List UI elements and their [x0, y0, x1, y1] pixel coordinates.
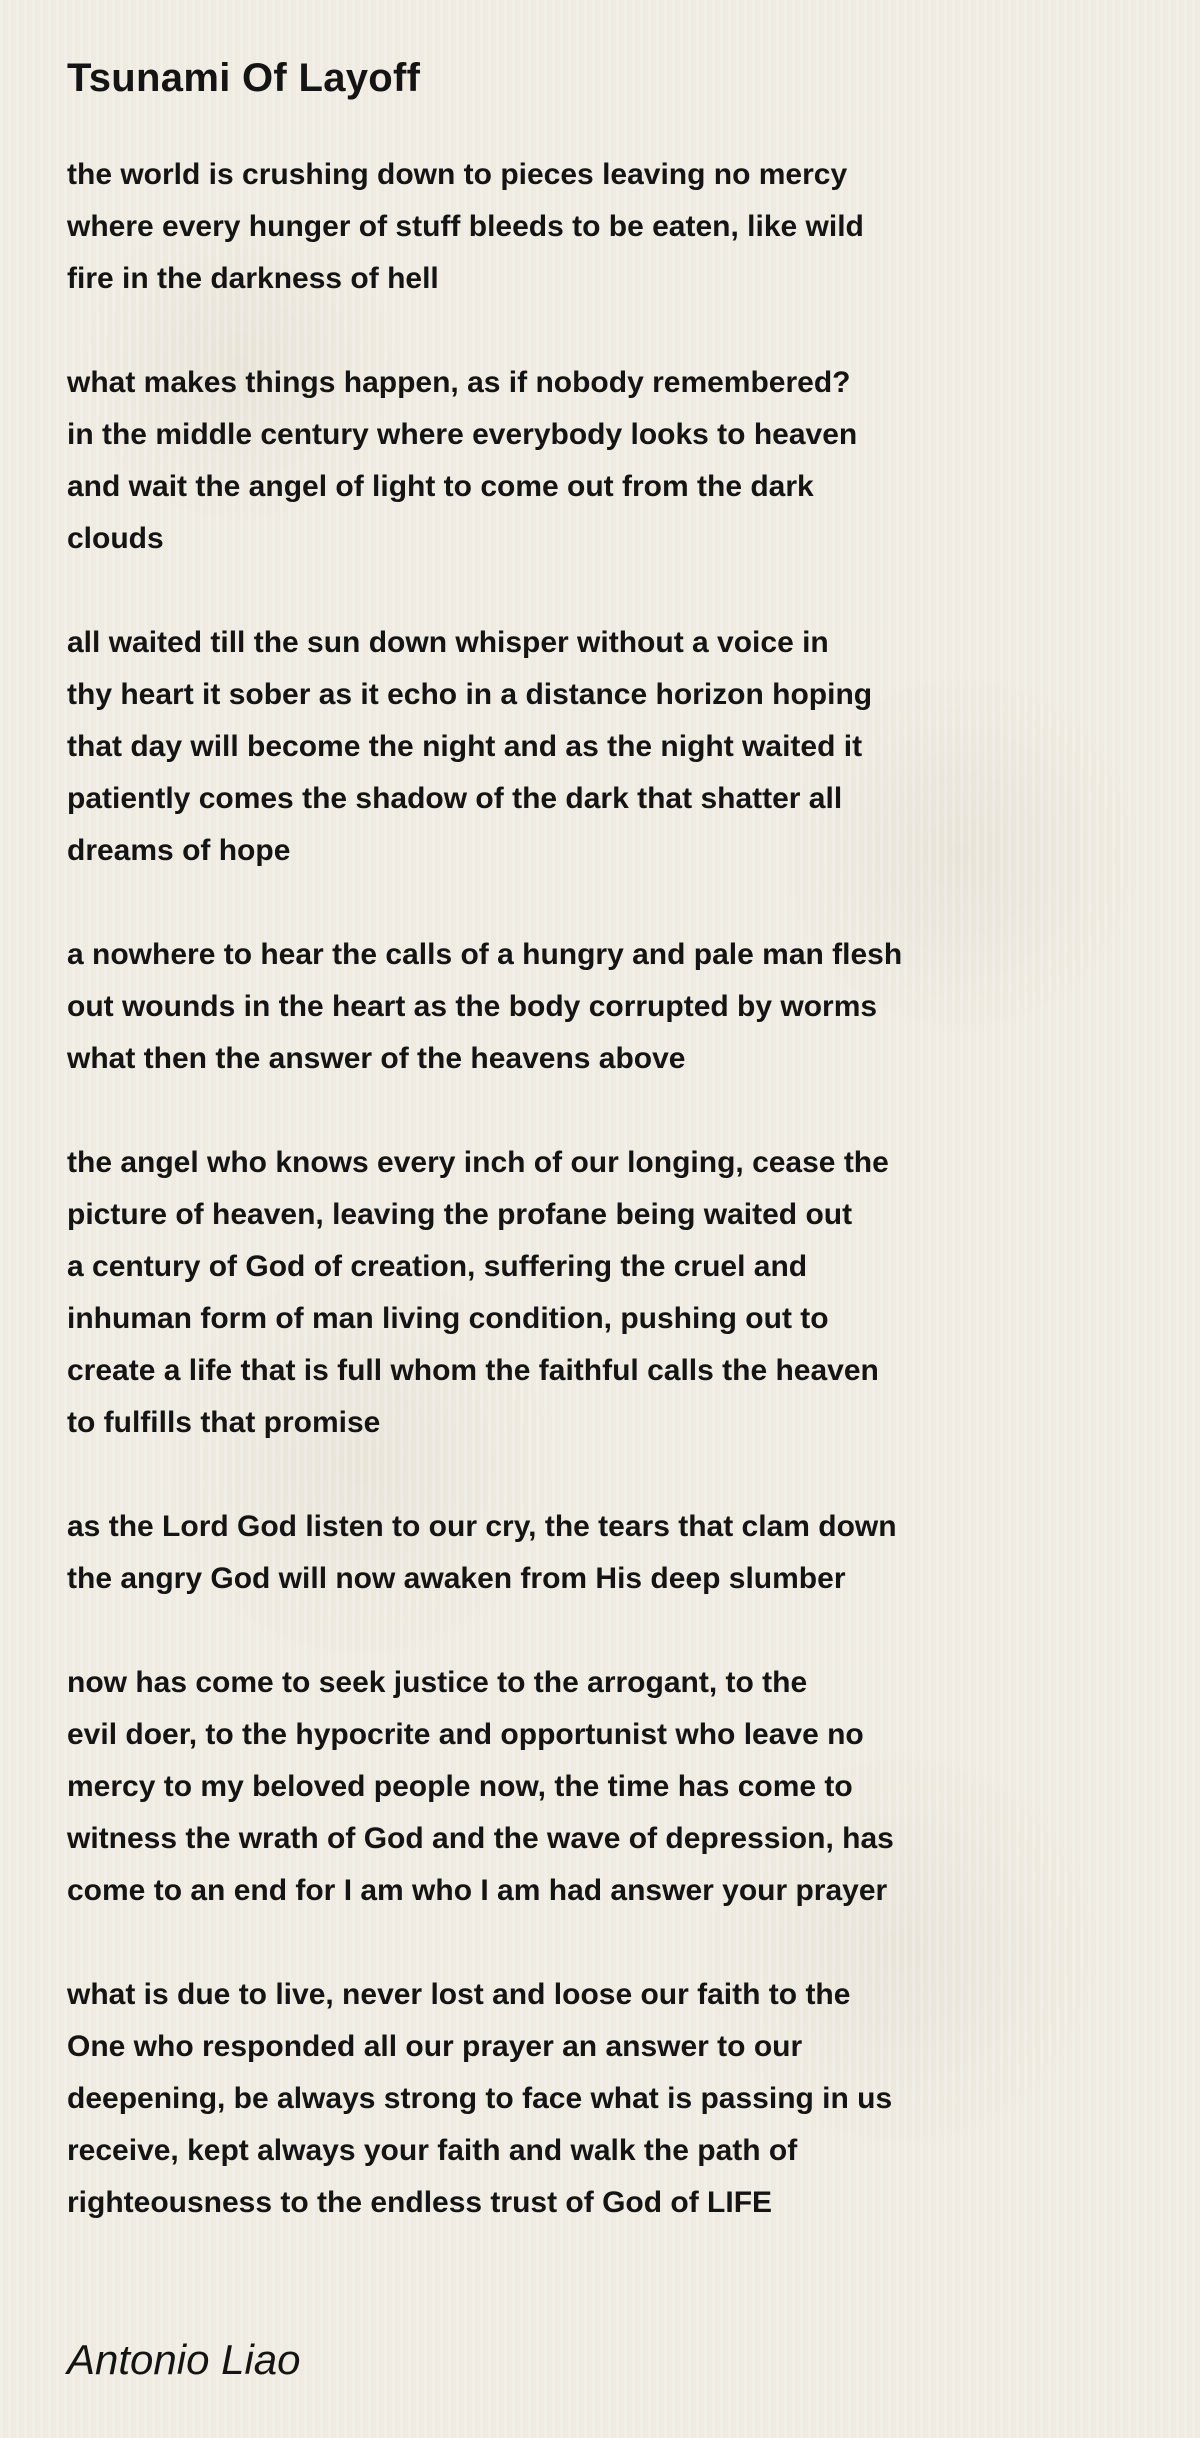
poem-line: out wounds in the heart as the body corrupted by worms — [67, 990, 878, 1023]
poem-line: what then the answer of the heavens above — [67, 1042, 686, 1075]
poem-line: come to an end for I am who I am had answer your prayer — [67, 1874, 888, 1907]
poem-line: mercy to my beloved people now, the time has come to — [67, 1770, 853, 1803]
poem-stanza — [67, 357, 1147, 565]
poem-line: and wait the angel of light to come out from the dark — [67, 470, 814, 503]
poem-line: righteousness to the endless trust of God of LIFE — [67, 2186, 773, 2219]
poem-line: thy heart it sober as it echo in a distance horizon hoping — [67, 678, 873, 711]
poem-line: as the Lord God listen to our cry, the tears that clam down — [67, 1510, 897, 1543]
poem-line: create a life that is full whom the faithful calls the heaven — [67, 1354, 879, 1387]
poem-line: deepening, be always strong to face what is passing in us — [67, 2082, 893, 2115]
poem-line: a nowhere to hear the calls of a hungry and pale man flesh — [67, 938, 903, 971]
poem-stanza — [67, 617, 1147, 877]
poem-line: fire in the darkness of hell — [67, 262, 439, 295]
poem-line: that day will become the night and as the night waited it — [67, 730, 863, 763]
poem-line: receive, kept always your faith and walk the path of — [67, 2134, 798, 2167]
poem-stanza — [67, 929, 1147, 1085]
poem-line: where every hunger of stuff bleeds to be eaten, like wild — [67, 210, 864, 243]
poem-title: Tsunami Of Layoff — [67, 56, 421, 100]
poem-line: the angry God will now awaken from His deep slumber — [67, 1562, 846, 1595]
poem-line: dreams of hope — [67, 834, 291, 867]
poem-line: inhuman form of man living condition, pushing out to — [67, 1302, 829, 1335]
poem-body — [67, 149, 1147, 2281]
poem-line: One who responded all our prayer an answer to our — [67, 2030, 803, 2063]
poem-stanza — [67, 1969, 1147, 2229]
poem-stanza — [67, 149, 1147, 305]
poem-line: evil doer, to the hypocrite and opportunist who leave no — [67, 1718, 864, 1751]
poem-line: witness the wrath of God and the wave of depression, has — [67, 1822, 894, 1855]
poem-line: all waited till the sun down whisper without a voice in — [67, 626, 829, 659]
poem-stanza — [67, 1501, 1147, 1605]
poem-line: what is due to live, never lost and loose our faith to the — [67, 1978, 851, 2011]
poem-stanza — [67, 1657, 1147, 1917]
poem-line: the world is crushing down to pieces leaving no mercy — [67, 158, 848, 191]
poem-line: what makes things happen, as if nobody remembered? — [67, 366, 851, 399]
poem-line: picture of heaven, leaving the profane being waited out — [67, 1198, 853, 1231]
poem-stanza — [67, 1137, 1147, 1449]
poem-line: to fulfills that promise — [67, 1406, 381, 1439]
poem-line: now has come to seek justice to the arrogant, to the — [67, 1666, 808, 1699]
poem-line: clouds — [67, 522, 164, 555]
poem-author: Antonio Liao — [67, 2336, 301, 2383]
poem-line: a century of God of creation, suffering the cruel and — [67, 1250, 808, 1283]
poem-line: the angel who knows every inch of our longing, cease the — [67, 1146, 889, 1179]
poem-line: in the middle century where everybody looks to heaven — [67, 418, 858, 451]
poem-line: patiently comes the shadow of the dark that shatter all — [67, 782, 843, 815]
